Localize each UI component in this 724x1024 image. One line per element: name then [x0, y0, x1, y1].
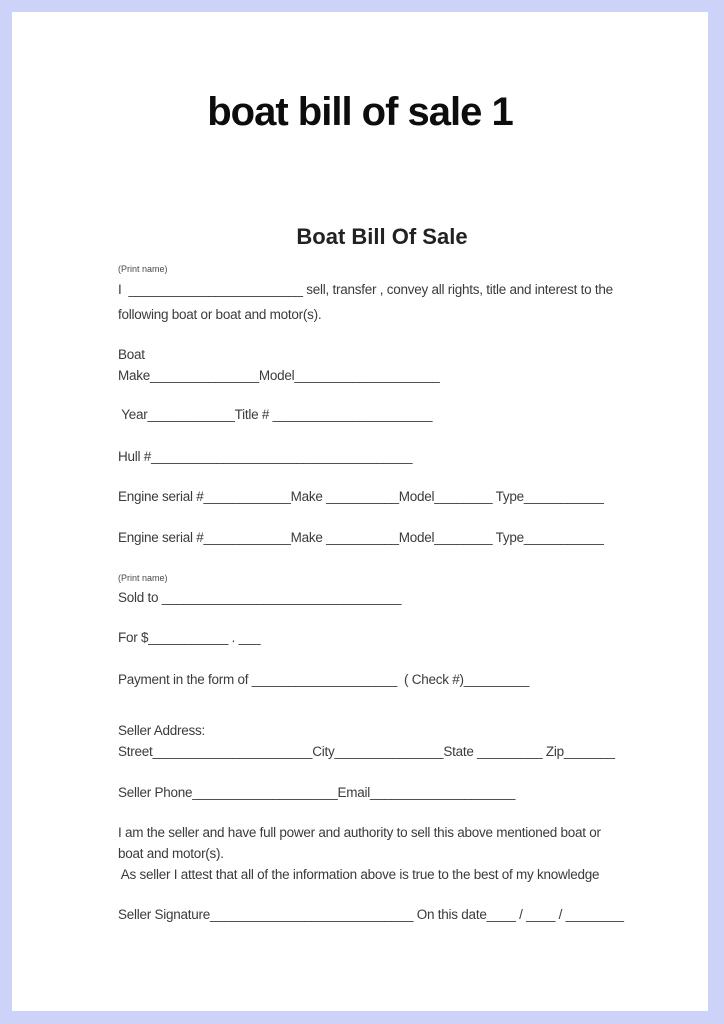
sold-to-line: Sold to _________________________________ — [118, 590, 402, 605]
page-title: boat bill of sale 1 — [207, 90, 513, 134]
engine-serial-line-1: Engine serial #____________Make __________Model________ Type___________ — [118, 489, 604, 504]
attestation-line-2: boat and motor(s). — [118, 846, 224, 861]
bill-of-sale-page — [12, 12, 708, 1011]
intro-seller-name-line: I ________________________ sell, transfer , convey all rights, title and interest to the — [118, 282, 613, 297]
document-heading: Boat Bill Of Sale — [296, 224, 468, 249]
payment-form-line: Payment in the form of ____________________ ( Check #)_________ — [118, 672, 530, 687]
hull-number-line: Hull #____________________________________ — [118, 449, 413, 464]
seller-signature-date-line: Seller Signature____________________________ On this date____ / ____ / ________ — [118, 907, 624, 922]
price-line: For $___________ . ___ — [118, 630, 261, 645]
attestation-line-1: I am the seller and have full power and authority to sell this above mentioned boat or — [118, 825, 601, 840]
make-model-line: Make_______________Model____________________ — [118, 368, 440, 383]
attestation-line-3: As seller I attest that all of the information above is true to the best of my knowledge — [118, 867, 600, 882]
intro-continuation-line: following boat or boat and motor(s). — [118, 307, 322, 322]
bill-of-sale-document — [118, 223, 646, 925]
phone-email-line: Seller Phone____________________Email____________________ — [118, 785, 516, 800]
street-city-state-zip-line: Street______________________City_______________State _________ Zip_______ — [118, 744, 615, 759]
print-name-label-seller: (Print name) — [118, 264, 168, 274]
seller-address-label: Seller Address: — [118, 723, 206, 738]
boat-section-label: Boat — [118, 347, 145, 362]
engine-serial-line-2: Engine serial #____________Make __________Model________ Type___________ — [118, 530, 604, 545]
year-title-number-line: Year____________Title # ______________________ — [118, 407, 433, 422]
print-name-label-buyer: (Print name) — [118, 573, 168, 583]
